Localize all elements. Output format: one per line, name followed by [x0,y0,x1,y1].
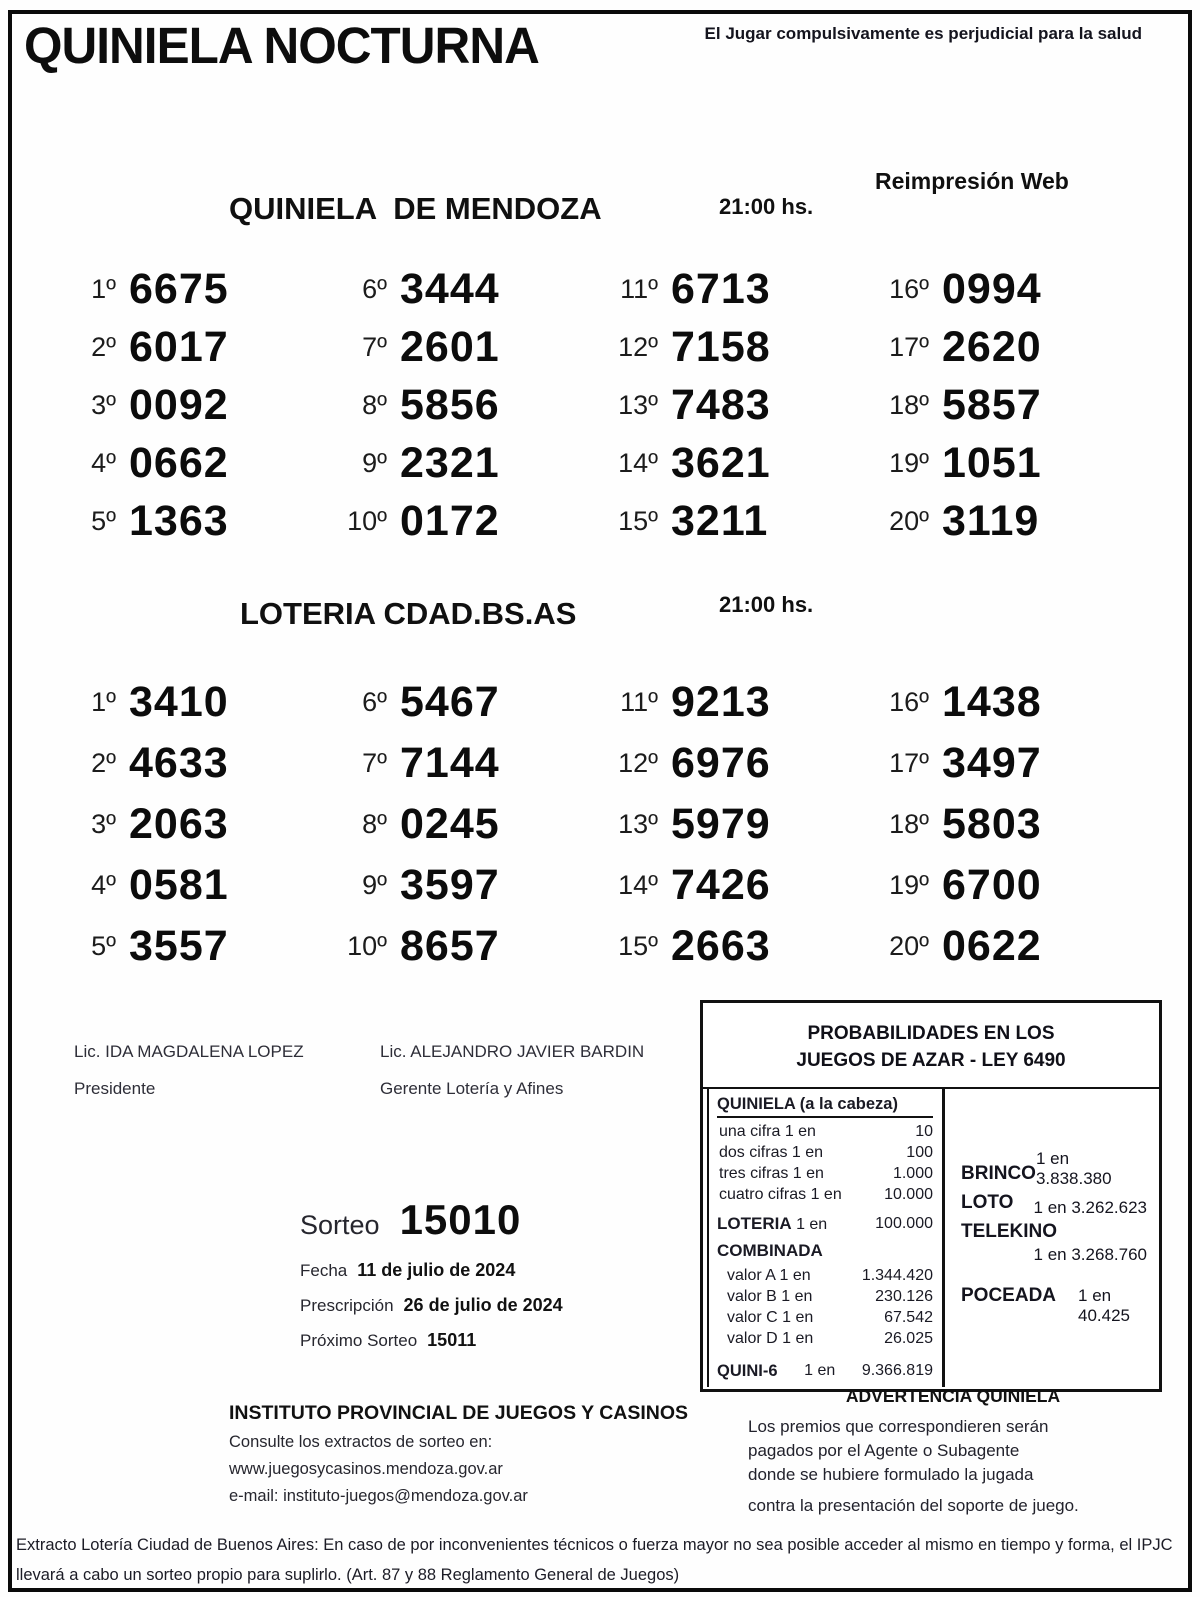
result-position: 3º [91,809,116,839]
result-cell [58,376,329,434]
quiniela-odds-header: QUINIELA (a la cabeza) [717,1095,933,1118]
advertencia-block [748,1386,1158,1516]
result-position: 12º [618,331,658,362]
result-position: 6º [362,687,387,717]
result-cell [871,855,1142,916]
game-odds-telekino [961,1221,1147,1265]
result-position: 11º [620,273,658,304]
result-cell [600,434,871,492]
result-position: 10º [347,505,387,536]
odds-label: valor A 1 en [727,1267,811,1284]
result-cell [871,376,1142,434]
odds-label: cuatro cifras 1 en [719,1186,842,1203]
result-number: 6017 [129,322,229,371]
result-position: 9º [362,447,387,478]
institute-consult-text: Consulte los extractos de sorteo en: [229,1433,493,1451]
probabilities-right-column [945,1089,1159,1387]
result-number: 3444 [400,264,500,313]
result-position: 4º [91,870,116,900]
result-number: 3410 [129,678,229,726]
result-position: 18º [889,809,929,839]
result-cell [600,260,871,318]
odds-value: 230.126 [875,1288,933,1305]
result-position: 20º [889,505,929,536]
game-odds-loto [961,1192,1147,1217]
result-number: 5857 [942,380,1042,429]
official-role: Gerente Lotería y Afines [380,1079,564,1098]
result-number: 4633 [129,739,229,787]
result-position: 8º [362,809,387,839]
result-position: 14º [618,870,658,900]
odds-value: 26.025 [884,1330,933,1347]
result-cell [58,733,329,794]
odds-label: una cifra 1 en [719,1123,816,1140]
result-cell [871,318,1142,376]
health-warning: El Jugar compulsivamente es perjudicial para la salud [704,24,1142,43]
game-name: LOTO [961,1192,1014,1213]
result-number: 7483 [671,380,771,429]
institute-website: www.juegosycasinos.mendoza.gov.ar [229,1460,503,1478]
results-grid-bsas [58,672,1142,977]
result-cell [58,260,329,318]
odds-value: 67.542 [884,1309,933,1326]
result-number: 1051 [942,438,1042,487]
prescripcion-value: 26 de julio de 2024 [403,1295,563,1315]
result-position: 15º [618,505,658,536]
result-number: 0245 [400,800,500,848]
result-cell [58,434,329,492]
odds-row [717,1307,933,1328]
result-cell [329,376,600,434]
game-name: BRINCO [961,1163,1036,1184]
result-cell [600,492,871,550]
result-number: 6976 [671,739,771,787]
quini6-odds-row [717,1361,933,1381]
result-cell [58,855,329,916]
result-number: 1363 [129,496,229,545]
result-number: 9213 [671,678,771,726]
result-cell [871,794,1142,855]
probabilities-left-column [707,1089,945,1387]
odds-label: valor D 1 en [727,1330,814,1347]
institute-block [229,1402,688,1506]
odds-row [717,1184,933,1205]
odds-label: 1 en [804,1362,836,1379]
result-number: 3621 [671,438,771,487]
game-odds: 1 en 3.262.623 [1033,1198,1147,1217]
result-position: 12º [618,748,658,778]
result-cell [329,794,600,855]
result-cell [600,376,871,434]
result-cell [600,794,871,855]
result-number: 5803 [942,800,1042,848]
advertencia-text: Los premios que correspondieren serán pagados por el Agente o Subagente donde se hubiere formulado la jugada [748,1417,1049,1484]
result-number: 2063 [129,800,229,848]
results-grid-mendoza [58,260,1142,550]
result-position: 1º [91,273,116,304]
result-number: 6713 [671,264,771,313]
prescripcion-row [300,1295,563,1316]
probabilities-title: PROBABILIDADES EN LOS JUEGOS DE AZAR - LEY 6490 [703,1003,1159,1089]
result-number: 0172 [400,496,500,545]
result-position: 14º [618,447,658,478]
odds-value: 9.366.819 [861,1362,933,1379]
sorteo-label: Sorteo [300,1210,380,1240]
advertencia-title: ADVERTENCIA QUINIELA [845,1386,1061,1406]
odds-value: 100 [906,1144,933,1161]
combinada-header: COMBINADA [717,1241,823,1260]
result-position: 9º [362,870,387,900]
result-number: 5856 [400,380,500,429]
official-role: Presidente [74,1079,156,1098]
odds-row [717,1142,933,1163]
odds-value: 100.000 [875,1215,933,1232]
sorteo-number: 15010 [399,1196,522,1243]
draw-time-bsas: 21:00 hs. [719,592,814,617]
proximo-label: Próximo Sorteo [300,1331,418,1350]
result-cell [329,492,600,550]
fecha-value: 11 de julio de 2024 [357,1260,516,1280]
result-number: 5979 [671,800,771,848]
result-number: 6675 [129,264,229,313]
odds-value: 1.000 [892,1165,933,1182]
footer-note: Extracto Lotería Ciudad de Buenos Aires: En caso de por inconvenientes técnicos o fuerza mayor no sea posible acceder al mismo en tiempo y forma, el IPJC llevará a cabo un sorteo propio para suplirlo. (Art. 87 y 88 Reglamento General de Juegos) [16,1536,1173,1584]
result-cell [600,318,871,376]
loteria-odds-row [717,1214,933,1235]
game-odds: 1 en 40.425 [1078,1286,1131,1325]
result-number: 7144 [400,739,500,787]
fecha-row [300,1260,563,1281]
result-position: 6º [362,273,387,304]
result-cell [600,855,871,916]
result-position: 17º [889,331,929,362]
result-cell [58,318,329,376]
result-cell [329,916,600,977]
result-position: 11º [620,687,658,717]
result-cell [600,733,871,794]
result-position: 3º [91,389,116,420]
result-number: 5467 [400,678,500,726]
result-cell [871,916,1142,977]
result-cell [329,434,600,492]
odds-row [717,1286,933,1307]
game-name: TELEKINO [961,1221,1058,1242]
result-position: 20º [889,931,929,961]
result-position: 13º [618,389,658,420]
result-number: 0581 [129,861,229,909]
game-name: POCEADA [961,1285,1057,1306]
result-position: 7º [362,748,387,778]
result-number: 3211 [671,496,769,545]
result-cell [58,492,329,550]
institute-name: INSTITUTO PROVINCIAL DE JUEGOS Y CASINOS [229,1402,689,1424]
result-number: 0092 [129,380,229,429]
result-position: 7º [362,331,387,362]
result-number: 2601 [400,322,500,371]
quiniela-odds-rows [717,1121,933,1205]
result-cell [58,794,329,855]
odds-label: valor C 1 en [727,1309,814,1326]
result-cell [329,733,600,794]
result-position: 10º [347,931,387,961]
result-cell [329,672,600,733]
fecha-label: Fecha [300,1261,348,1280]
result-cell [871,733,1142,794]
result-cell [329,260,600,318]
result-cell [871,672,1142,733]
result-number: 0662 [129,438,229,487]
result-cell [871,260,1142,318]
page-title: QUINIELA NOCTURNA [24,17,539,74]
official-name: Lic. ALEJANDRO JAVIER BARDIN [380,1042,645,1061]
reprint-label: Reimpresión Web [875,168,1069,194]
odds-value: 10 [915,1123,933,1140]
official-president [74,1042,304,1099]
result-position: 5º [91,931,116,961]
draw-time-mendoza: 21:00 hs. [719,194,814,219]
result-position: 13º [618,809,658,839]
odds-value: 1.344.420 [861,1267,933,1284]
odds-value: 10.000 [884,1186,933,1203]
result-cell [600,672,871,733]
result-position: 2º [91,748,116,778]
result-cell [600,916,871,977]
result-number: 7158 [671,322,771,371]
advertencia-text-last-line: contra la presentación del soporte de juego. [748,1496,1079,1515]
game-odds-brinco [961,1145,1147,1188]
result-number: 6700 [942,861,1042,909]
result-number: 2663 [671,922,771,970]
proximo-value: 15011 [427,1330,477,1350]
result-cell [329,318,600,376]
result-number: 0994 [942,264,1042,313]
result-position: 2º [91,331,116,362]
odds-row [717,1328,933,1349]
result-number: 2620 [942,322,1042,371]
game-name: QUINI-6 [717,1362,778,1380]
draw-title-bsas: LOTERIA CDAD.BS.AS [240,596,577,631]
result-number: 3597 [400,861,500,909]
result-number: 1438 [942,678,1042,726]
result-position: 8º [362,389,387,420]
official-name: Lic. IDA MAGDALENA LOPEZ [74,1042,304,1061]
game-odds: 1 en 3.268.760 [1033,1245,1147,1264]
result-position: 15º [618,931,658,961]
odds-label: valor B 1 en [727,1288,813,1305]
game-odds-poceada [961,1285,1147,1326]
result-number: 7426 [671,861,771,909]
result-number: 3497 [942,739,1042,787]
odds-label: tres cifras 1 en [719,1165,824,1182]
institute-email: e-mail: instituto-juegos@mendoza.gov.ar [229,1487,528,1505]
probabilities-body [703,1089,1159,1387]
odds-row [717,1265,933,1286]
odds-row [717,1163,933,1184]
result-position: 16º [889,687,929,717]
draw-title-mendoza: QUINIELA DE MENDOZA [229,191,602,226]
result-position: 5º [91,505,116,536]
official-manager [380,1042,644,1099]
result-cell [871,492,1142,550]
result-cell [871,434,1142,492]
odds-label: dos cifras 1 en [719,1144,824,1161]
odds-row [717,1121,933,1142]
result-number: 8657 [400,922,500,970]
draw-info-block [300,1196,563,1351]
result-position: 17º [889,748,929,778]
odds-label: 1 en [796,1216,828,1233]
result-cell [58,916,329,977]
result-cell [58,672,329,733]
result-position: 4º [91,447,116,478]
probabilities-box [700,1000,1162,1392]
result-position: 19º [889,447,929,478]
result-cell [329,855,600,916]
result-position: 1º [91,687,116,717]
result-number: 0622 [942,922,1042,970]
result-position: 18º [889,389,929,420]
game-name: LOTERIA [717,1214,792,1233]
result-number: 3557 [129,922,229,970]
proximo-sorteo-row [300,1330,563,1351]
prescripcion-label: Prescripción [300,1296,394,1315]
result-position: 16º [889,273,929,304]
combinada-odds-rows [717,1265,933,1349]
game-odds: 1 en 3.838.380 [1035,1149,1112,1188]
result-number: 2321 [400,438,500,487]
result-number: 3119 [942,496,1040,545]
result-position: 19º [889,870,929,900]
